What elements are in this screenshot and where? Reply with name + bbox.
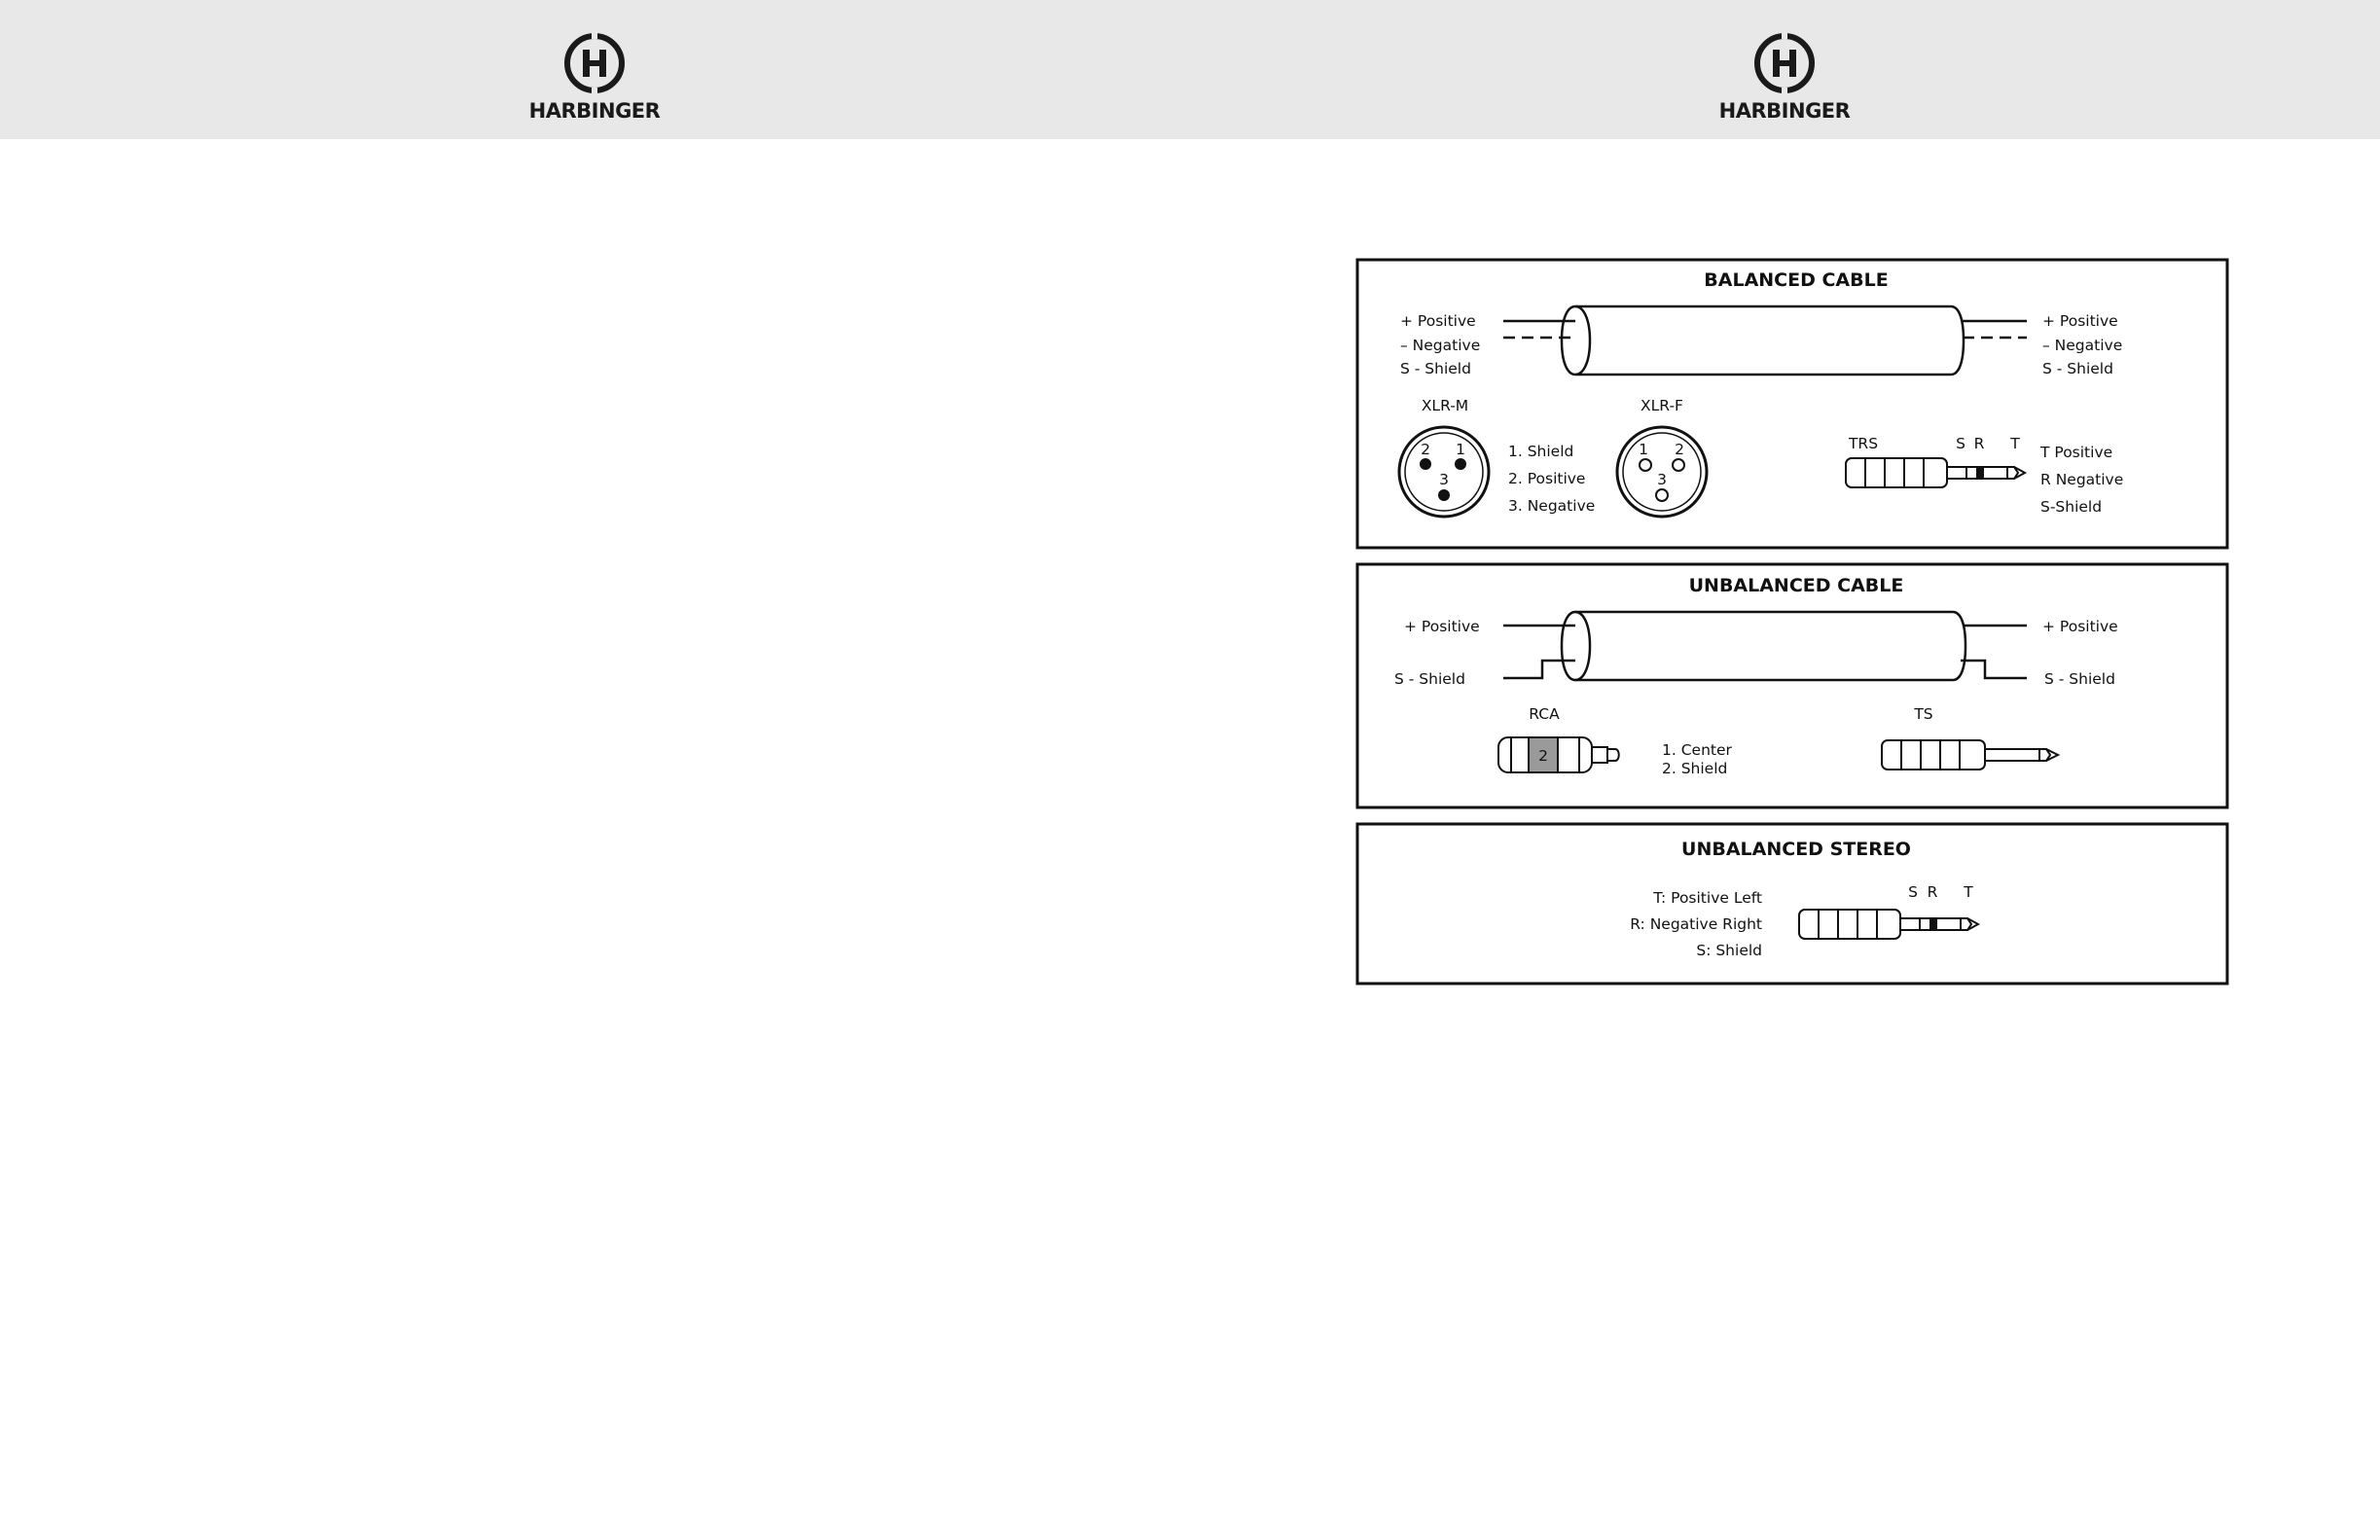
trs-legend-2: R Negative — [2040, 471, 2124, 488]
rca-pin-2: 2 — [1538, 747, 1548, 765]
trs-label: TRS — [1848, 435, 1879, 452]
h-emblem-icon — [1752, 31, 1817, 95]
trs-legend-3: S-Shield — [2040, 498, 2103, 516]
balanced-cable-panel — [1357, 258, 2227, 548]
stereo-pin-r: R — [1927, 883, 1938, 901]
xlr-f-label: XLR-F — [1641, 397, 1683, 414]
xlr-f-pin-1: 1 — [1639, 441, 1648, 458]
trs-pin-s: S — [1956, 435, 1965, 452]
xlr-m-pin-3: 3 — [1439, 471, 1449, 488]
xlr-f-pin-2: 2 — [1675, 441, 1684, 458]
rca-plug-icon — [1498, 737, 1619, 772]
left-label-shield: S - Shield — [1400, 360, 1471, 377]
stereo-pin-t: T — [1964, 883, 1973, 901]
left-label-negative: – Negative — [1400, 337, 1481, 354]
trs-pin-r: R — [1973, 435, 1985, 452]
xlr-m-label: XLR-M — [1421, 397, 1469, 414]
xlr-legend-3: 3. Negative — [1508, 497, 1596, 515]
trs-plug-icon — [1846, 458, 2025, 487]
logo-wordmark: HARBINGER — [1718, 99, 1851, 123]
cable-wiring-diagram — [1355, 258, 2231, 987]
xlr-f-pin-3: 3 — [1657, 471, 1667, 488]
right-label-shield: S - Shield — [2044, 670, 2115, 688]
harbinger-logo-left — [526, 31, 663, 128]
rca-label: RCA — [1529, 705, 1560, 723]
xlr-m-pin-2: 2 — [1421, 441, 1430, 458]
left-label-shield: S - Shield — [1394, 670, 1465, 688]
ts-plug-icon — [1882, 740, 2058, 770]
page-header — [0, 0, 2380, 139]
unbalanced-cable-icon — [1503, 612, 2027, 680]
panel-title: BALANCED CABLE — [1704, 269, 1889, 291]
left-label-positive: + Positive — [1400, 312, 1476, 330]
rca-legend-1: 1. Center — [1662, 741, 1732, 759]
left-label-positive: + Positive — [1404, 618, 1480, 635]
trs-pin-t: T — [2010, 435, 2020, 452]
panel-title: UNBALANCED STEREO — [1681, 839, 1911, 860]
trs-legend-1: T Positive — [2040, 444, 2113, 461]
h-emblem-icon — [562, 31, 627, 95]
unbalanced-stereo-panel — [1357, 824, 2227, 984]
panel-title: UNBALANCED CABLE — [1688, 575, 1904, 596]
stereo-legend-3: S: Shield — [1696, 942, 1762, 959]
xlr-m-pin-1: 1 — [1456, 441, 1465, 458]
stereo-legend-2: R: Negative Right — [1630, 915, 1762, 933]
ts-label: TS — [1914, 705, 1933, 723]
right-label-positive: + Positive — [2042, 312, 2118, 330]
right-label-positive: + Positive — [2042, 618, 2118, 635]
harbinger-logo-right — [1716, 31, 1853, 128]
right-label-shield: S - Shield — [2042, 360, 2113, 377]
rca-legend-2: 2. Shield — [1662, 760, 1728, 777]
xlr-legend-2: 2. Positive — [1508, 470, 1586, 487]
xlr-legend-1: 1. Shield — [1508, 443, 1574, 460]
stereo-pin-s: S — [1908, 883, 1918, 901]
trs-plug-icon — [1799, 910, 1978, 939]
unbalanced-cable-panel — [1357, 564, 2227, 807]
logo-wordmark: HARBINGER — [528, 99, 661, 123]
stereo-legend-1: T: Positive Left — [1653, 889, 1762, 907]
right-label-negative: – Negative — [2042, 337, 2123, 354]
